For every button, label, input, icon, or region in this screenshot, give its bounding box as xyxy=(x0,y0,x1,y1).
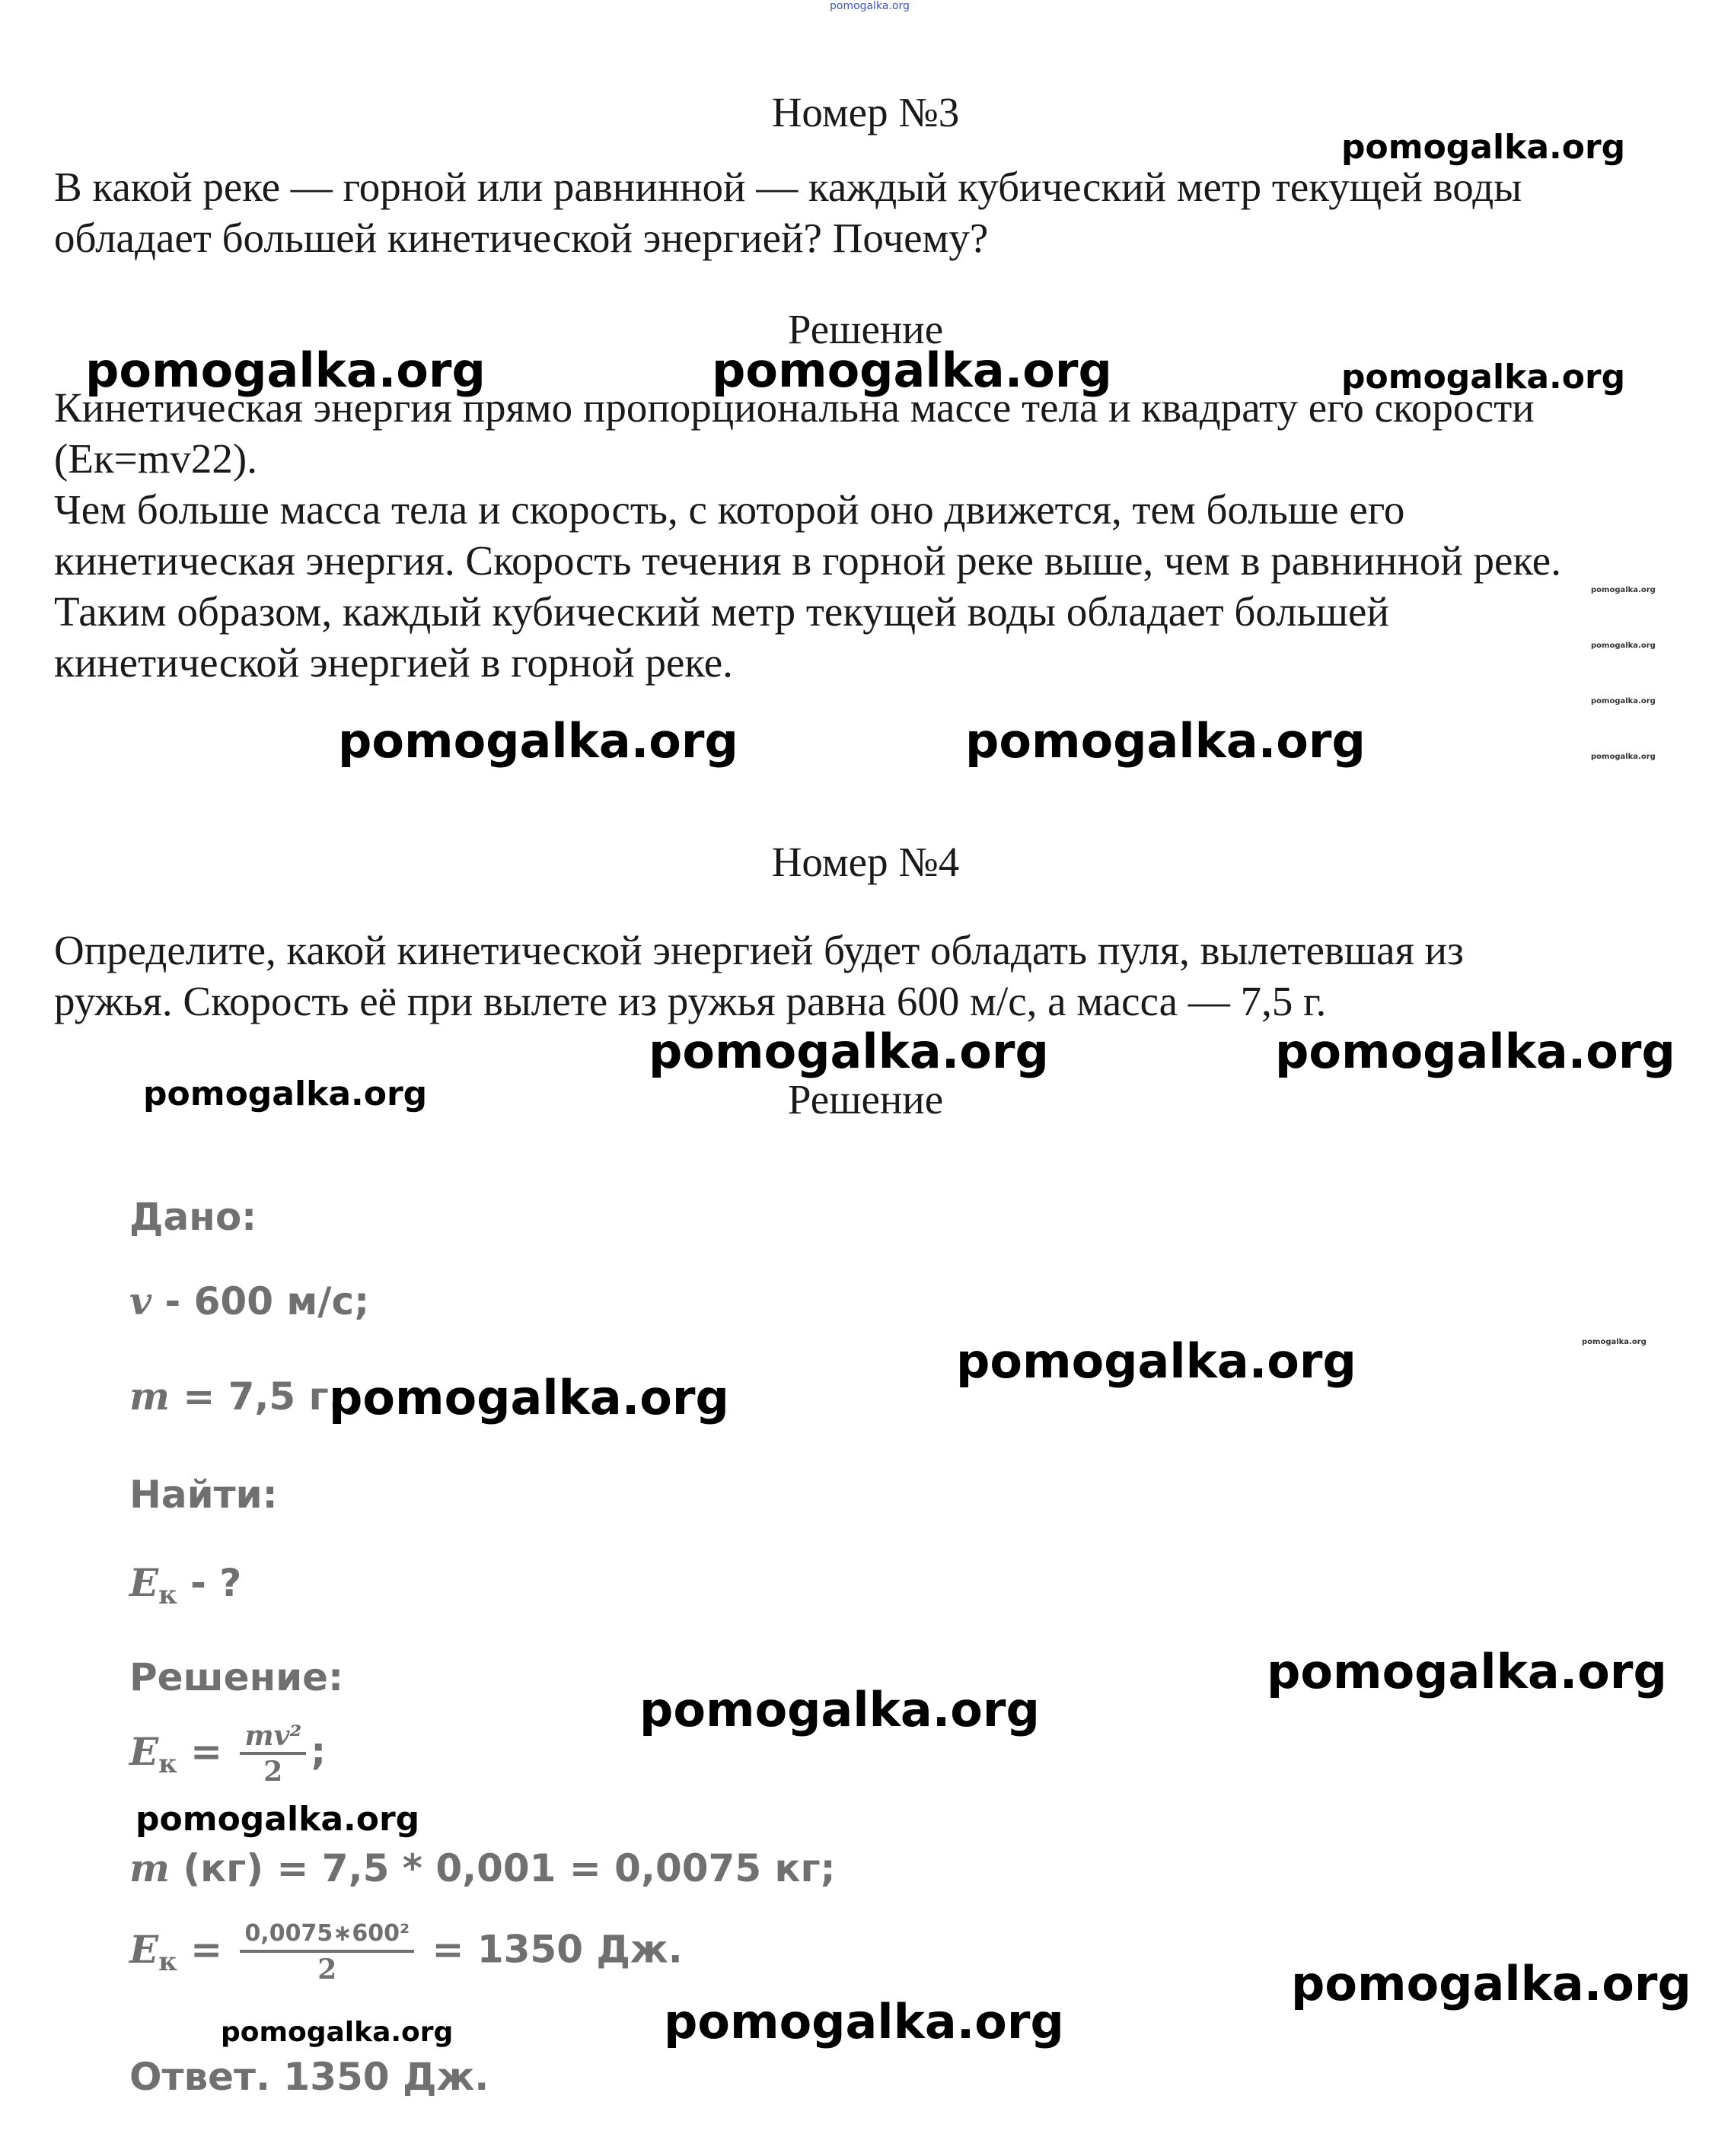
formula-numerator: mv² xyxy=(240,1720,306,1755)
find-value: - ? xyxy=(177,1561,242,1605)
given-label: Дано: xyxy=(129,1195,257,1239)
answer-line: Чем больше масса тела и скорость, с которой оно движется, тем больше его xyxy=(54,486,1405,533)
watermark: pomogalka.org xyxy=(1591,642,1656,650)
question-line-2: обладает большей кинетической энергией? Почему? xyxy=(54,215,989,261)
watermark: pomogalka.org xyxy=(664,1994,1064,2049)
calc-numerator: 0,0075∗600² xyxy=(240,1918,414,1953)
mass-conversion: m (кг) = 7,5 * 0,001 = 0,0075 кг; xyxy=(129,1845,836,1890)
calc-denominator: 2 xyxy=(317,1954,337,1986)
given-mass xyxy=(129,1374,343,1419)
watermark: pomogalka.org xyxy=(1341,128,1626,167)
watermark: pomogalka.org xyxy=(649,1024,1049,1079)
calc-result: = 1350 Дж. xyxy=(432,1927,683,1972)
watermark: pomogalka.org xyxy=(712,342,1112,398)
question-line-1: В какой реке — горной или равнинной — каждый кубический метр текущей воды xyxy=(54,164,1522,210)
answer-line: Таким образом, каждый кубический метр текущей воды обладает большей xyxy=(54,588,1389,635)
answer-line: (Ек=mv22). xyxy=(54,435,257,482)
problem-3-answer xyxy=(54,382,1713,688)
watermark: pomogalka.org xyxy=(135,1800,420,1839)
watermark-top: pomogalka.org xyxy=(830,0,910,12)
find-label: Найти: xyxy=(129,1473,278,1517)
answer-line: кинетическая энергия. Скорость течения в горной реке выше, чем в равнинной реке. xyxy=(54,537,1561,584)
mass-variable: m xyxy=(129,1374,170,1419)
watermark: pomogalka.org xyxy=(143,1075,428,1113)
question-line-2: ружья. Скорость её при вылете из ружья равна 600 м/с, а масса — 7,5 г. xyxy=(54,978,1327,1024)
watermark: pomogalka.org xyxy=(965,713,1366,769)
final-answer: Ответ. 1350 Дж. xyxy=(129,2055,489,2099)
problem-3-heading: Номер №3 xyxy=(771,89,960,135)
answer-line: кинетической энергией в горной реке. xyxy=(54,639,733,686)
watermark: pomogalka.org xyxy=(338,713,738,769)
problem-4-heading: Номер №4 xyxy=(771,839,960,885)
mass-value: = 7,5 г. xyxy=(169,1374,343,1419)
solution-label: Решение: xyxy=(129,1655,344,1699)
find-energy xyxy=(129,1560,241,1610)
watermark: pomogalka.org xyxy=(1591,586,1656,594)
energy-variable: $E_к$ xyxy=(129,1560,177,1610)
watermark: pomogalka.org xyxy=(221,2017,454,2048)
watermark: pomogalka.org xyxy=(1267,1644,1667,1699)
velocity-variable: v xyxy=(129,1279,152,1323)
watermark: pomogalka.org xyxy=(1341,358,1626,396)
problem-4-solution-heading: Решение xyxy=(787,1076,944,1123)
watermark: pomogalka.org xyxy=(1591,697,1656,705)
problem-3-question xyxy=(54,161,1713,263)
watermark: pomogalka.org xyxy=(85,342,486,398)
question-line-1: Определите, какой кинетической энергией будет обладать пуля, вылетевшая из xyxy=(54,927,1464,973)
formula-denominator: 2 xyxy=(263,1756,283,1788)
formula-fraction xyxy=(240,1720,306,1788)
watermark: pomogalka.org xyxy=(1582,1338,1647,1346)
watermark: pomogalka.org xyxy=(1291,1956,1691,2011)
problem-4-question xyxy=(54,925,1713,1027)
answer-line: Кинетическая энергия прямо пропорциональна массе тела и квадрату его скорости xyxy=(54,384,1535,431)
watermark: pomogalka.org xyxy=(639,1682,1040,1737)
calc-fraction xyxy=(240,1918,414,1986)
watermark: pomogalka.org xyxy=(1591,753,1656,761)
velocity-value: - 600 м/с; xyxy=(151,1279,370,1323)
watermark: pomogalka.org xyxy=(1275,1024,1675,1079)
watermark: pomogalka.org xyxy=(956,1333,1356,1389)
energy-formula: $E_к$ = $\frac{\text{mv²}}{2}$ ; xyxy=(129,1720,327,1788)
given-velocity xyxy=(129,1279,369,1323)
watermark: pomogalka.org xyxy=(329,1370,729,1425)
energy-calculation: $E_к$ = $\frac{\text{0,0075∗600²}}{2}$ = 1350 Дж. xyxy=(129,1918,683,1986)
problem-3-solution-heading: Решение xyxy=(787,306,944,352)
